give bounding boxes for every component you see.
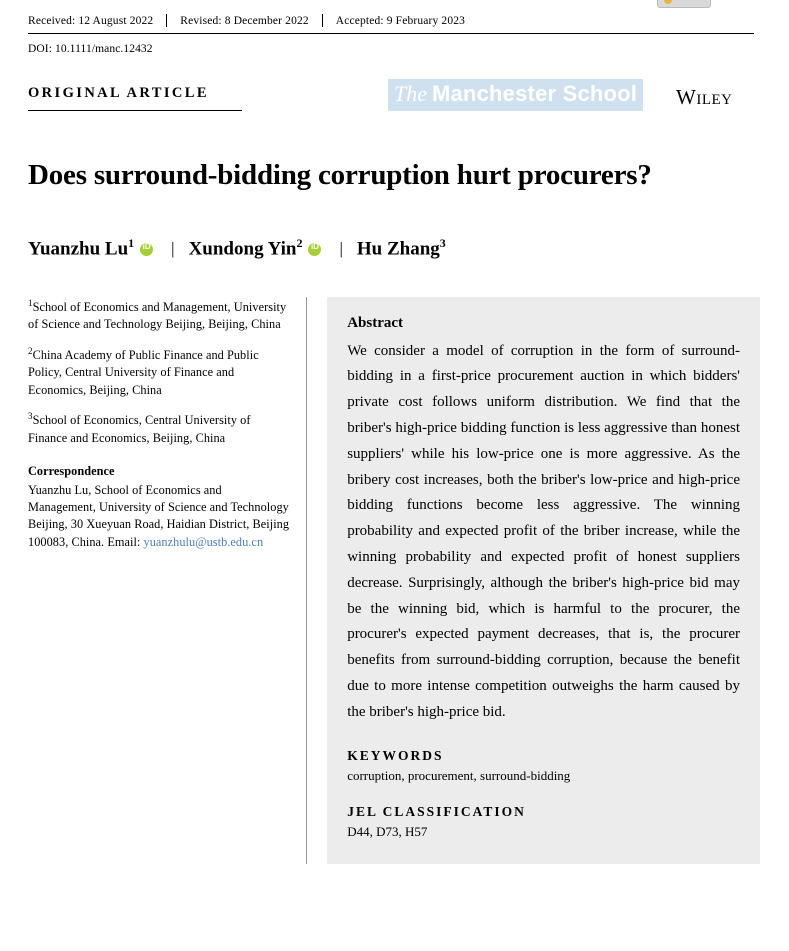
affiliation-3 xyxy=(28,410,290,447)
author-1-name: Yuanzhu Lu xyxy=(28,238,129,260)
affiliations-column xyxy=(28,297,306,864)
correspondence-address: Yuanzhu Lu, School of Economics and Management, University of Science and Technology Beijing, 30 Xueyuan Road, Haidian District, Beijing 100083, China. xyxy=(28,482,290,549)
author-1-affil-marker: 1 xyxy=(128,236,135,251)
correspondence-text xyxy=(28,482,290,552)
jel-text: D44, D73, H57 xyxy=(347,823,428,839)
jel-heading: JEL CLASSIFICATION xyxy=(347,803,526,819)
affiliation-2-text: China Academy of Public Finance and Public Policy, Central University of Finance and Economics, Beijing, China xyxy=(28,347,259,397)
affiliation-2-marker: 2 xyxy=(28,345,33,356)
received-date: Received: 12 August 2022 xyxy=(28,14,154,27)
correspondence-email-link[interactable]: yuanzhulu@ustb.edu.cn xyxy=(143,534,264,549)
affiliation-3-marker: 3 xyxy=(28,411,33,422)
author-2-name: Xundong Yin xyxy=(188,238,297,260)
author-2[interactable] xyxy=(189,236,303,260)
revised-date: Revised: 8 December 2022 xyxy=(180,14,309,27)
affiliation-2 xyxy=(28,345,290,399)
doi-line[interactable]: DOI: 10.1111/manc.12432 xyxy=(28,43,153,55)
wiley-logo-w: W xyxy=(676,85,697,109)
warning-icon xyxy=(664,0,672,4)
article-type-row xyxy=(28,79,760,119)
keywords-heading: KEYWORDS xyxy=(347,747,444,763)
article-history xyxy=(28,14,754,34)
affiliation-1-marker: 1 xyxy=(28,297,33,308)
abstract-panel xyxy=(327,297,760,864)
author-list xyxy=(28,236,760,260)
keywords-text: corruption, procurement, surround-bidding xyxy=(347,767,571,783)
orcid-icon[interactable] xyxy=(308,243,321,256)
author-1[interactable] xyxy=(28,236,134,260)
article-body xyxy=(28,297,760,864)
author-3[interactable] xyxy=(357,236,446,260)
orcid-icon[interactable] xyxy=(140,243,153,256)
article-type-label: ORIGINAL ARTICLE xyxy=(28,85,209,101)
journal-logo xyxy=(388,79,643,111)
journal-logo-the: The xyxy=(394,81,427,106)
page-title: Does surround-bidding corruption hurt procurers? xyxy=(28,159,652,191)
article-content xyxy=(28,14,760,864)
column-divider xyxy=(306,297,307,864)
affiliation-1-text: School of Economics and Management, University of Science and Technology Beijing, Beijing, China xyxy=(28,299,287,332)
author-3-affil-marker: 3 xyxy=(439,236,446,251)
author-2-affil-marker: 2 xyxy=(296,236,303,251)
abstract-heading: Abstract xyxy=(347,314,404,331)
author-3-name: Hu Zhang xyxy=(356,238,440,260)
author-separator-2: | xyxy=(339,238,343,258)
affiliation-1 xyxy=(28,297,290,334)
wiley-logo xyxy=(676,85,732,110)
correspondence-heading: Correspondence xyxy=(28,464,115,479)
article-type-underline xyxy=(28,110,242,111)
wiley-logo-rest: ILEY xyxy=(696,92,733,108)
author-separator-1: | xyxy=(171,238,175,258)
accepted-date: Accepted: 9 February 2023 xyxy=(335,14,466,27)
affiliation-3-text: School of Economics, Central University of Finance and Economics, Beijing, China xyxy=(28,413,251,445)
browser-tab-artifact xyxy=(657,0,711,8)
journal-logo-name: Manchester School xyxy=(432,81,638,106)
abstract-text: We consider a model of corruption in the form of surround-bidding in a first-price procurement auction in which bidders' private cost follows uniform distribution. We find that the briber's high-price bidding function is less aggressive than honest suppliers' while his low-price one is more aggressive. As the bribery cost increases, both the briber's low-price and high-price bidding functions become less aggressive. The winning probability and expected profit of the briber increase, while the winning probability and expected profit of honest suppliers decrease. Surprisingly, although the briber's high-price bid may be the winning bid, which is harmful to the procurer, the procurer's expected payment decreases, that is, the procurer benefits from surround-bidding corruption, because the benefit due to more intense competition outweighs the harm caused by the briber's high-price bid. xyxy=(347,342,740,720)
email-label: Email: xyxy=(107,534,144,549)
